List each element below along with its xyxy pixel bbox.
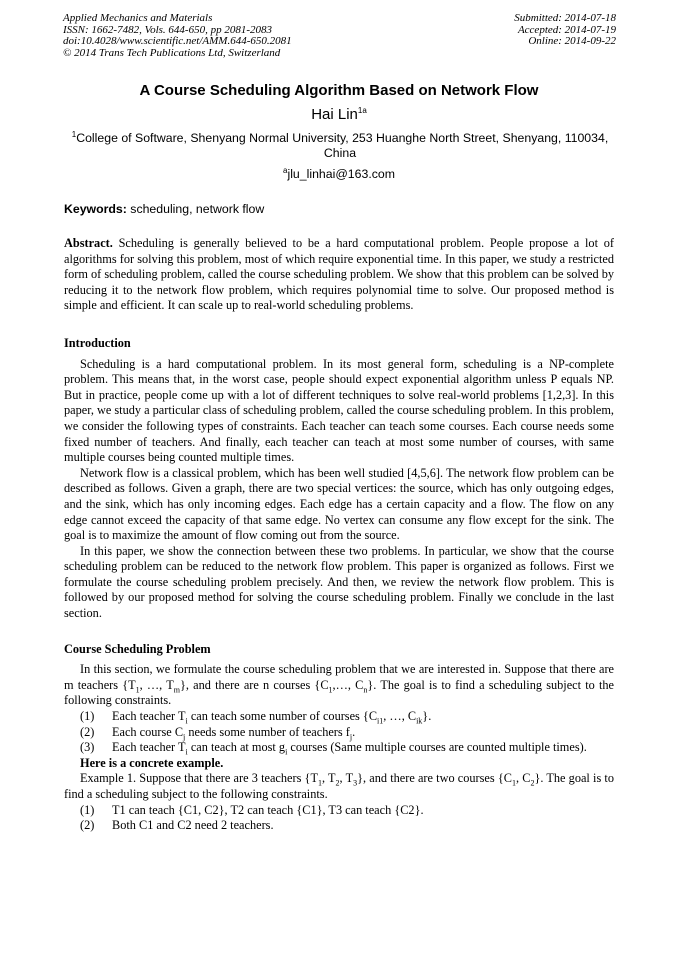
journal-header-left (63, 13, 292, 59)
keywords (64, 202, 264, 216)
doi-line: doi:10.4028/www.scientific.net/AMM.644-650.2081 (63, 35, 292, 47)
section-heading-course-scheduling: Course Scheduling Problem (64, 641, 211, 656)
copyright-line: © 2014 Trans Tech Publications Ltd, Switzerland (63, 46, 281, 59)
journal-header-right (514, 13, 616, 48)
email-superscript: a (283, 165, 288, 175)
keywords-text: scheduling, network flow (126, 202, 265, 216)
journal-name: Applied Mechanics and Materials (63, 12, 213, 24)
intro-paragraph-3: In this paper, we show the connection between these two problems. In particular, we show that the course scheduling problem can be reduced to the network flow problem. This paper is organized as follows. First we formulate the course scheduling problem precisely. And then, we review the network flow problem. This is followed by our proposed method for solving the course scheduling problem. Finally we conclude in the last section. (64, 543, 614, 621)
author-line (0, 106, 678, 123)
example-heading: Here is a concrete example. (80, 755, 224, 770)
author-name: Hai Lin (311, 106, 358, 123)
constraint-item-3: (3) Each teacher $T_i$ can teach at most $g_i$ courses (Same multiple courses are counted multiple times). (80, 740, 587, 757)
accepted-date: Accepted: 2014-07-19 (517, 23, 616, 36)
issn-line: ISSN: 1662-7482, Vols. 644-650, pp 2081-2083 (63, 23, 272, 36)
abstract-label: Abstract. (64, 236, 113, 250)
course-paragraph-1: In this section, we formulate the course scheduling problem that we are interested in. Suppose that there are m teachers {$T_1$, …, $T_m$}, and there are n courses {$C_1,\dots$, $C_n$}. The goal is to find a scheduling subject to the following constraints. (64, 662, 614, 708)
affiliation-text: College of Software, Shenyang Normal University, 253 Huanghe North Street, Shenyang, 110034, China (76, 131, 609, 160)
section-heading-introduction: Introduction (64, 335, 131, 350)
constraint-item-2: (2) Each course $C_j$ needs some number of teachers $f_j$. (80, 724, 356, 742)
intro-paragraph-2: Network flow is a classical problem, which has been well studied [4,5,6]. The network flow problem can be described as follows. Given a graph, there are two special vertices: the source, which has only outgoing edges, and the sink, which has only incoming edges. Each edge has a certain capacity and a flow. The flow on any edge cannot exceed the capacity of that same edge. No vertex can consume any flow except for the sink. The goal is to maximize the amount of flow coming out from the source. (64, 465, 614, 543)
author-superscript: 1a (357, 106, 367, 115)
example-item-1: (1) T1 can teach {C1, C2}, T2 can teach {C1}, T3 can teach {C2}. (80, 802, 424, 817)
affiliation (64, 131, 616, 161)
email-text: jlu_linhai@163.com (287, 167, 395, 181)
abstract (64, 236, 614, 314)
example-item-2: (2) Both C1 and C2 need 2 teachers. (80, 818, 274, 833)
submitted-date: Submitted: 2014-07-18 (514, 12, 616, 24)
online-date: Online: 2014-09-22 (528, 35, 616, 47)
constraint-item-1: (1) Each teacher $T_i$ can teach some number of courses {$C_{i1}$, …, $C_{ik}$}. (80, 709, 432, 726)
example-paragraph: Example 1. Suppose that there are 3 teachers {$T_1$, $T_2$, $T_3$}, and there are two courses {$C_1$, $C_2$}. The goal is to find a scheduling subject to the following constraints. (64, 771, 614, 801)
paper-title: A Course Scheduling Algorithm Based on Network Flow (139, 82, 539, 99)
affiliation-superscript: 1 (71, 129, 77, 139)
intro-paragraph-1: Scheduling is a hard computational problem. In its most general form, scheduling is a NP-complete problem. This means that, in the worst case, people should expect exponential algorithm unless P equals NP. But in practice, people come up with a lot of different techniques to solve real-world problems [1,2,3]. In this paper, we study a particular class of scheduling problem, called the course scheduling problem. In this problem, we consider the following types of constraints. Each teacher can teach some courses. Each course needs some fixed number of teachers. And finally, each teacher can teach at most some number of courses, with same multiple courses being counted multiple times. (64, 356, 614, 465)
paper-body (64, 236, 614, 834)
keywords-label: Keywords: (64, 202, 127, 216)
author-email (0, 167, 678, 181)
abstract-text: Scheduling is generally believed to be a hard computational problem. People propose a lot of algorithms for solving this problem, most of which require exponential time. In this paper, we study a restricted form of scheduling problem, called the course scheduling problem. We show that this problem can be solved by reducing it to the network flow problem, which requires polynomial time to solve. Our proposed method is simple and efficient. It can scale up to real-world scheduling problems. (64, 236, 614, 313)
